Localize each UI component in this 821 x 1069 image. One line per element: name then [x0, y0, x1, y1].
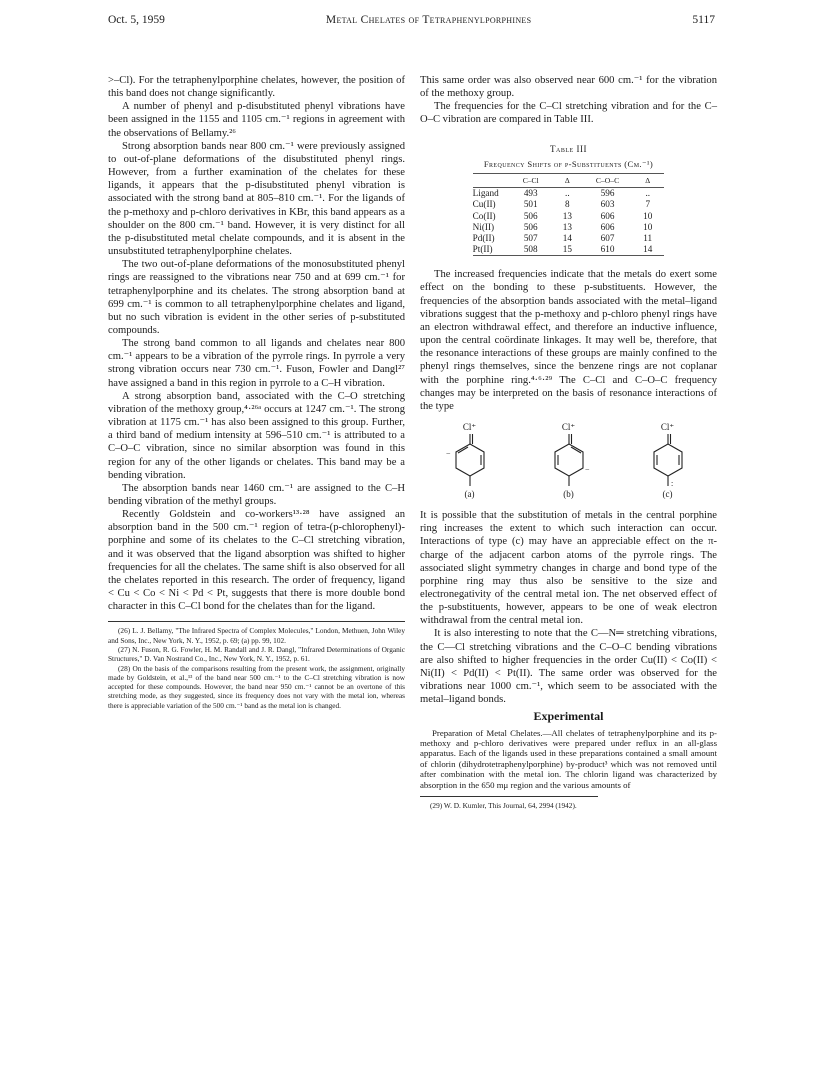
paragraph: The frequencies for the C–Cl stretching vibration and for the C–O–C vibration are compared in Table III. — [420, 101, 717, 126]
table-cell: 507 — [523, 232, 538, 243]
table-cell: 493 — [523, 188, 538, 199]
footnote-divider — [108, 621, 405, 622]
paragraph: Strong absorption bands near 800 cm.⁻¹ were previously assigned to out-of-plane deformations of the disubstituted phenyl rings. However, from a further examination of the chelates for these ligands, it appears that the p-disubstituted phenyl vibration is associated with the strong band at 805–810 cm.⁻¹. For the ligands of the p-methoxy and p-chloro derivatives in KBr, this band appears as a shoulder on the 800 cm.⁻¹ band. However, it is very distinct for all the p-disubstituted metal chelate compounds, and it is absent in the unsubstituted tetraphenylporphine chelates. — [108, 140, 405, 258]
table-cell: 10 — [643, 210, 653, 221]
table-header-cell: C–Cl — [522, 175, 539, 185]
footnote: (29) W. D. Kumler, This Journal, 64, 2994 (1942). — [430, 800, 577, 810]
table-cell: Ni(II) — [472, 221, 495, 232]
paragraph: >–Cl). For the tetraphenylporphine chelates, however, the position of this band does not change significantly. — [108, 75, 405, 100]
table-cell: 13 — [562, 221, 572, 232]
table-caption: Frequency Shifts of p-Substituents (Cm.⁻¹) — [483, 158, 654, 169]
experimental-section — [420, 728, 717, 790]
table-cell: Cu(II) — [472, 199, 496, 210]
benzene-ring-icon — [440, 434, 500, 488]
table-cell: 606 — [600, 210, 615, 221]
table-cell: Pt(II) — [472, 244, 493, 255]
table-row — [473, 188, 665, 200]
table-header-cell — [473, 173, 511, 187]
table-cell: 13 — [562, 210, 572, 221]
table-header-cell: Δ — [645, 175, 651, 185]
section-title-experimental: Experimental — [533, 709, 604, 724]
table-cell: Pd(II) — [472, 232, 495, 243]
footnote: (26) L. J. Bellamy, "The Infrared Spectra of Complex Molecules," London, Methuen, John Wiley and Sons, Inc., New York, N. Y., 1952, p. 69; (a) pp. 99, 102. — [108, 626, 405, 645]
paragraph: A number of phenyl and p-disubstituted phenyl vibrations have been assigned in the 1155 and 1105 cm.⁻¹ regions in agreement with the observations of Bellamy.²⁶ — [108, 101, 405, 139]
paragraph: Recently Goldstein and co-workers¹³·²⁸ have assigned an absorption band in the 500 cm.⁻¹ region of tetra-(p-chlorophenyl)-porphine and some of its chelates to the C–Cl stretching vibration, and it was observed that the ligand absorption was shifted to higher frequencies for all the chelates. The same shift is also observed for all the chelates reported in this research. The order of frequency, ligand < Cu < Co < Ni < Pd < Pt, suggests that there is more double bond character in this C–Cl bond for the chelates than for the ligand. — [108, 509, 405, 613]
structure-caption: (a) — [464, 489, 475, 500]
footnote-divider — [420, 796, 598, 797]
table-cell: 610 — [600, 244, 615, 255]
structure-label: Cl⁺ — [561, 422, 576, 433]
table-row — [473, 222, 665, 233]
structure-caption: (c) — [662, 489, 673, 500]
paragraph: A strong absorption band, associated with the C–O stretching vibration of the methoxy group,⁴·²⁶ᵃ occurs at 1247 cm.⁻¹. The strong vibration at 1175 cm.⁻¹ has also been assigned to this group. Further, a third band of medium intensity at 596–510 cm.⁻¹ is attributed to a C–O–C vibration, since no similar absorption was found in this region for any of the other ligands or chelates. This band may be a bending vibration. — [108, 390, 405, 481]
table-cell: 14 — [562, 232, 572, 243]
table-cell: Co(II) — [472, 210, 496, 221]
paragraph: The absorption bands near 1460 cm.⁻¹ are assigned to the C–H bending vibration of the methyl groups. — [108, 482, 405, 507]
table-header-row — [473, 173, 665, 187]
table-cell: 506 — [523, 221, 538, 232]
table-cell: 603 — [600, 199, 615, 210]
paragraph: This same order was also observed near 600 cm.⁻¹ for the vibration of the methoxy group. — [420, 75, 717, 100]
table-cell: Ligand — [472, 188, 499, 199]
paragraph: The increased frequencies indicate that the metals do exert some effect on the bonding to these p-substituents. However, the frequencies of the absorption bands associated with the metal–ligand vibrations suggest that the p-methoxy and p-chloro phenyl rings have an electron withdrawal effect, and therefore an inductive influence, upon the central coördinate linkages. It may well be, therefore, that the resonance interactions of these groups are mainly confined to the phenyl rings themselves, since the benzene rings are not coplanar with the porphine ring.⁴·⁶·²⁹ The C–Cl and C–O–C frequency changes may be interpreted on the basis of resonance interactions of the type — [420, 269, 717, 412]
paragraph: It is possible that the substitution of metals in the central porphine ring increases the extent to which such interaction can occur. Interactions of type (c) may have an appreciable effect on the π-charge of the adjacent carbon atoms of the pyrrole rings. The associated slight symmetry changes in charge and bond type of the porphine ring may thus also be sensitive to the size and electronegativity of the central metal ion. The net observed effect of the p-substituents, however, appears to be one of weak electron withdrawal from the central metal ion. — [420, 510, 717, 627]
table-cell: 606 — [600, 221, 615, 232]
structure-label: Cl⁺ — [660, 422, 675, 433]
table-cell: 15 — [562, 244, 572, 255]
paragraph: The strong band common to all ligands and chelates near 800 cm.⁻¹ appears to be a vibration of the pyrrole rings. In pyrrole a very strong vibration occurs near 730 cm.⁻¹. Fuson, Fowler and Dangl²⁷ have assigned a band in this region in pyrrole to a C–H vibration. — [108, 338, 405, 389]
table-cell: 508 — [523, 244, 538, 255]
footnote: (27) N. Fuson, R. G. Fowler, H. M. Randall and J. R. Dangl, "Infrared Determinations of Organic Structures," D. Van Nostrand Co., Inc., New York, N. Y., 1952, p. 61. — [108, 645, 405, 664]
table-cell: 10 — [643, 221, 653, 232]
left-column — [108, 74, 405, 710]
table-cell: 7 — [645, 199, 651, 210]
header-date: Oct. 5, 1959 — [108, 14, 165, 26]
frequency-shift-table — [473, 173, 665, 256]
svg-text:−: − — [584, 465, 590, 475]
structure-b — [529, 421, 609, 505]
table-cell: 506 — [523, 210, 538, 221]
footnotes — [108, 626, 405, 710]
table-cell: 8 — [565, 199, 570, 210]
table-row — [473, 244, 665, 256]
header-page-number: 5117 — [692, 14, 715, 26]
resonance-structures — [420, 421, 717, 505]
paragraph: The two out-of-plane deformations of the monosubstituted phenyl rings are reassigned to the vibrations near 750 and at 699 cm.⁻¹ for tetraphenylporphine and its chelates. The strong absorption band at 699 cm.⁻¹ is common to all tetraphenylporphine chelates and ligand, but no such vibration is evident in the other series of p-substituted compounds. — [108, 259, 405, 336]
svg-text::: : — [670, 479, 673, 489]
table-title: Table III — [550, 143, 587, 154]
table-row — [473, 233, 665, 244]
table-header-cell: C–O–C — [595, 175, 620, 185]
table-cell: 596 — [600, 188, 615, 199]
table-row — [473, 199, 665, 210]
header-title: Metal Chelates of Tetraphenylporphines — [325, 14, 532, 26]
paragraph: Preparation of Metal Chelates.—All chelates of tetraphenylporphine and its p-methoxy and p-chloro derivatives were prepared under reflux in an all-glass apparatus. Each of the ligands used in these preparations contained a small amount of chlorin (dihydrotetraphenylporphine) by-product³ which was not removed until after combination with the metal ion. The chlorin ligand was characterized by absorption in the 650 mμ region and the various amounts of — [420, 727, 717, 790]
footnotes — [420, 801, 717, 810]
table-cell: 11 — [643, 232, 653, 243]
benzene-ring-icon — [539, 434, 599, 488]
structure-c — [628, 421, 708, 505]
structure-label: Cl⁺ — [462, 422, 477, 433]
table-cell: .. — [565, 188, 570, 199]
footnote: (28) On the basis of the comparisons resulting from the present work, the assignment, originally made by Goldstein, et al.,¹³ of the band near 500 cm.⁻¹ to the C–Cl stretching vibration is now accepted for these compounds. However, the band near 950 cm.⁻¹ cannot be an overtone of this stretching mode, as they suggested, since its frequency does not vary with the metal ion, whereas there is appreciable variation of the 500 cm.⁻¹ band as the metal ion is changed. — [108, 663, 405, 710]
table-cell: 501 — [523, 199, 538, 210]
table-cell: 607 — [600, 232, 615, 243]
svg-text:−: − — [445, 449, 451, 459]
table-header-cell: Δ — [564, 175, 570, 185]
table-cell: 14 — [643, 244, 653, 255]
structure-a — [430, 421, 510, 505]
structure-caption: (b) — [563, 489, 574, 500]
benzene-ring-icon — [638, 434, 698, 488]
paragraph: It is also interesting to note that the C—N═ stretching vibrations, the C—Cl stretching vibrations and the C–O–C bending vibrations are also shifted to higher frequencies in the order Cu(II) < Co(II) < Ni(II) < Pd(II) < Pt(II). The same order was observed for the vibrations near 1000 cm.⁻¹, which seem to be associated with the metal–ligand bonds. — [420, 628, 717, 706]
right-column — [420, 74, 717, 810]
table-cell: .. — [645, 188, 651, 199]
page-header — [108, 14, 715, 34]
table-row — [473, 211, 665, 222]
